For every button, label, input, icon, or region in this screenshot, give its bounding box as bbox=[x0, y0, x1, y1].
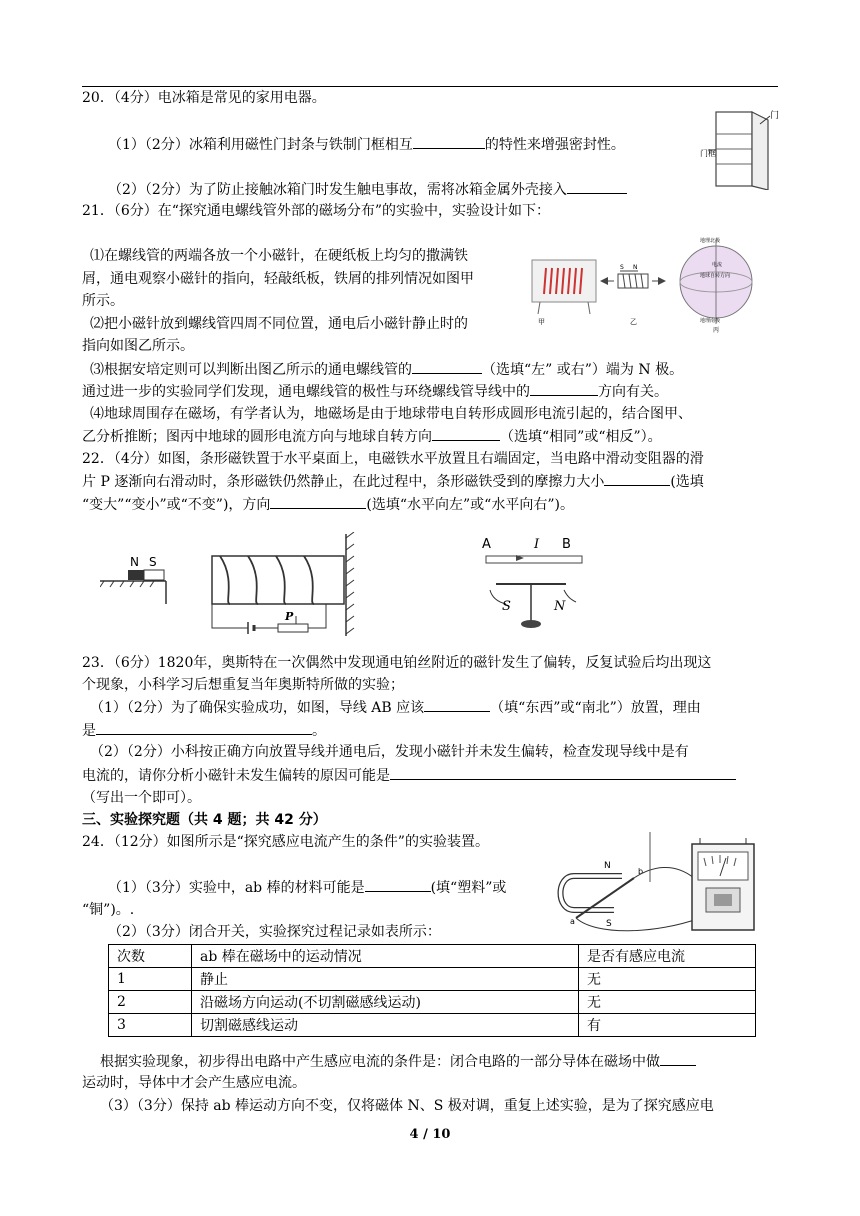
q21-s1-l1: ⑴在螺线管的两端各放一个小磁针，在硬纸板上均匀的撒满铁 bbox=[90, 248, 468, 264]
q24-figure bbox=[556, 826, 762, 942]
q24-p3: （3）（3分）保持 ab 棒运动方向不变，仅将磁体 N、S 极对调，重复上述实验，是为了探究感应电 bbox=[100, 1098, 714, 1114]
table-row bbox=[109, 991, 756, 1014]
fig-yi-s-label: S bbox=[620, 264, 624, 271]
table-cell: 静止 bbox=[192, 968, 579, 991]
fig-current: 电流 bbox=[712, 262, 723, 268]
q20-p1-text-b: 的特性来增强密封性。 bbox=[484, 137, 625, 153]
q21-blank1 bbox=[412, 359, 482, 374]
table-header-row bbox=[109, 945, 756, 968]
q24-stem: 24．（12分）如图所示是“探究感应电流产生的条件”的实验装置。 bbox=[82, 834, 489, 850]
q23-text-d: 。 bbox=[312, 723, 326, 739]
magnet-s-label: S bbox=[149, 555, 157, 569]
q24-blank2 bbox=[660, 1051, 696, 1066]
wire-a-label: A bbox=[482, 537, 491, 552]
current-i-label: I bbox=[534, 537, 540, 552]
experiment-table bbox=[108, 944, 756, 1037]
q22-text-d: (选填“水平向左”或“水平向右”)。 bbox=[366, 497, 574, 513]
q23-l4 bbox=[82, 720, 326, 741]
table-header-cell: 次数 bbox=[109, 945, 192, 968]
q22-l1: 22．（4分）如图，条形磁铁置于水平桌面上，电磁铁水平放置且右端固定，当电路中滑动变阻器的滑 bbox=[82, 451, 704, 467]
fig-geo-north: 地理北极 bbox=[700, 238, 721, 244]
section-title: 三、实验探究题（共 4 题；共 42 分） bbox=[82, 812, 327, 828]
q24-after1 bbox=[100, 1051, 696, 1072]
q23-text-b: （填“东西”或“南北”）放置，理由 bbox=[490, 700, 701, 716]
q21-blank3 bbox=[432, 426, 500, 441]
q21-s2-l2: 指向如图乙所示。 bbox=[82, 338, 194, 354]
q21-stem: 21．（6分）在“探究通电螺线管外部的磁场分布”的实验中，实验设计如下： bbox=[82, 203, 551, 219]
table-cell: 无 bbox=[579, 968, 756, 991]
q22-text-c: “变大”“变小”或“不变”)，方向 bbox=[82, 497, 271, 513]
fig-geo-south: 地理南极 bbox=[700, 318, 721, 324]
q23-figure bbox=[476, 534, 596, 636]
q22-l2 bbox=[82, 471, 704, 492]
fig-yi-n-label: N bbox=[633, 264, 638, 271]
q23-text-e: 电流的，请你分析小磁针未发生偏转的原因可能是 bbox=[82, 768, 390, 784]
table-cell: 沿磁场方向运动(不切割磁感线运动) bbox=[192, 991, 579, 1014]
q21-s4-l2 bbox=[82, 426, 662, 447]
table-cell: 切割磁感线运动 bbox=[192, 1014, 579, 1037]
q21-s3-text-a: ⑶根据安培定则可以判断出图乙所示的通电螺线管的 bbox=[90, 362, 412, 378]
q21-s1-l2: 屑，通电观察小磁针的指向，轻敲纸板，铁屑的排列情况如图甲 bbox=[82, 271, 474, 287]
q20-blank1 bbox=[413, 134, 485, 149]
table-cell: 无 bbox=[579, 991, 756, 1014]
q21-s3-text-d: 方向有关。 bbox=[598, 384, 668, 400]
table-cell: 3 bbox=[109, 1014, 192, 1037]
fridge-door-label: 门 bbox=[770, 111, 780, 121]
q23-blank2 bbox=[96, 720, 312, 735]
q22-text-a: 片 P 逐渐向右滑动时，条形磁铁仍然静止，在此过程中，条形磁铁受到的摩擦力大小 bbox=[82, 474, 605, 490]
table-header-cell: 是否有感应电流 bbox=[579, 945, 756, 968]
q23-l2: 个现象，小科学习后想重复当年奥斯特所做的实验； bbox=[82, 677, 404, 693]
q21-s4-text-b: （选填“相同”或“相反”）。 bbox=[500, 429, 662, 445]
q22-blank1 bbox=[604, 471, 670, 486]
q22-l3 bbox=[82, 494, 574, 515]
q21-s3-text-b: （选填“左” 或右”）端为 N 极。 bbox=[482, 362, 684, 378]
q23-l3 bbox=[90, 697, 701, 718]
magnet-s: S bbox=[606, 919, 612, 929]
magnet-n-label: N bbox=[130, 555, 139, 569]
needle-n-label: N bbox=[554, 599, 566, 614]
needle-s-label: S bbox=[502, 599, 511, 614]
q23-blank1 bbox=[424, 697, 490, 712]
q21-blank2 bbox=[530, 381, 598, 396]
q21-s1-l3: 所示。 bbox=[82, 293, 124, 309]
fridge-frame-label: 门框 bbox=[700, 149, 716, 158]
q23-l6 bbox=[82, 765, 736, 786]
q24-after-text: 根据实验现象，初步得出电路中产生感应电流的条件是：闭合电路的一部分导体在磁场中做 bbox=[100, 1054, 660, 1070]
magnet-n: N bbox=[604, 861, 611, 871]
q20-stem: 20．（4分）电冰箱是常见的家用电器。 bbox=[82, 90, 326, 106]
q23-l1: 23．（6分）1820年，奥斯特在一次偶然中发现通电铂丝附近的磁针发生了偏转，反复试验后均出现这 bbox=[82, 655, 712, 671]
q21-s3-l2 bbox=[82, 381, 668, 402]
q24-p1-cont: “铜”)。. bbox=[82, 902, 135, 918]
page-number: 4 / 10 bbox=[409, 1127, 451, 1142]
table-cell: 1 bbox=[109, 968, 192, 991]
fig-jia-label: 甲 bbox=[538, 318, 545, 326]
q23-text-c: 是 bbox=[82, 723, 96, 739]
q23-l7: （写出一个即可）。 bbox=[82, 790, 201, 806]
q24-after2: 运动时，导体中才会产生感应电流。 bbox=[82, 1075, 306, 1091]
slider-p-label: P bbox=[285, 610, 294, 623]
q20-p1-text-a: （1）（2分）冰箱利用磁性门封条与铁制门框相互 bbox=[108, 137, 413, 153]
q22-text-b: (选填 bbox=[670, 474, 704, 490]
table-cell: 2 bbox=[109, 991, 192, 1014]
q24-p2: （2）（3分）闭合开关，实验探究过程记录如表所示： bbox=[108, 924, 441, 940]
q24-p1 bbox=[108, 877, 506, 898]
table-header-cell: ab 棒在磁场中的运动情况 bbox=[192, 945, 579, 968]
q21-s3-text-c: 通过进一步的实验同学们发现，通电螺线管的极性与环绕螺线管导线中的 bbox=[82, 384, 530, 400]
rod-a-label: a bbox=[570, 917, 575, 926]
q21-s3-l1 bbox=[90, 359, 683, 380]
q20-part2 bbox=[108, 179, 627, 200]
table-row bbox=[109, 968, 756, 991]
fig-yi-label: 乙 bbox=[630, 318, 637, 326]
q24-blank1 bbox=[365, 877, 431, 892]
table-row bbox=[109, 1014, 756, 1037]
q22-figure bbox=[100, 532, 360, 644]
q21-s2-l1: ⑵把小磁针放到螺线管四周不同位置，通电后小磁针静止时的 bbox=[90, 316, 468, 332]
fig-earth-rot: 地球自转方向 bbox=[700, 273, 731, 279]
wire-b-label: B bbox=[562, 537, 571, 552]
q21-figures bbox=[528, 232, 770, 334]
fridge-figure bbox=[700, 104, 782, 190]
q22-blank2 bbox=[270, 494, 366, 509]
rod-b-label: b bbox=[638, 867, 644, 876]
q20-blank2 bbox=[567, 179, 627, 194]
q23-l5: （2）（2分）小科按正确方向放置导线并通电后，发现小磁针并未发生偏转，检查发现导线中是有 bbox=[90, 744, 689, 760]
top-rule bbox=[82, 86, 778, 87]
q21-s4-l1: ⑷地球周围存在磁场，有学者认为，地磁场是由于地球带电自转形成圆形电流引起的，结合图甲、 bbox=[90, 406, 692, 422]
table-cell: 有 bbox=[579, 1014, 756, 1037]
q20-part1 bbox=[108, 134, 625, 155]
fig-bing-label: 丙 bbox=[713, 327, 720, 334]
q23-blank3 bbox=[390, 765, 736, 780]
q24-p1-text-a: （1）（3分）实验中，ab 棒的材料可能是 bbox=[108, 880, 365, 896]
q24-p1-text-b: (填“塑料”或 bbox=[430, 880, 507, 896]
q20-p2-text: （2）（2分）为了防止接触冰箱门时发生触电事故，需将冰箱金属外壳接入 bbox=[108, 182, 567, 198]
q23-text-a: （1）（2分）为了确保实验成功，如图，导线 AB 应该 bbox=[90, 700, 425, 716]
q21-s4-text-a: 乙分析推断；图丙中地球的圆形电流方向与地球自转方向 bbox=[82, 429, 432, 445]
